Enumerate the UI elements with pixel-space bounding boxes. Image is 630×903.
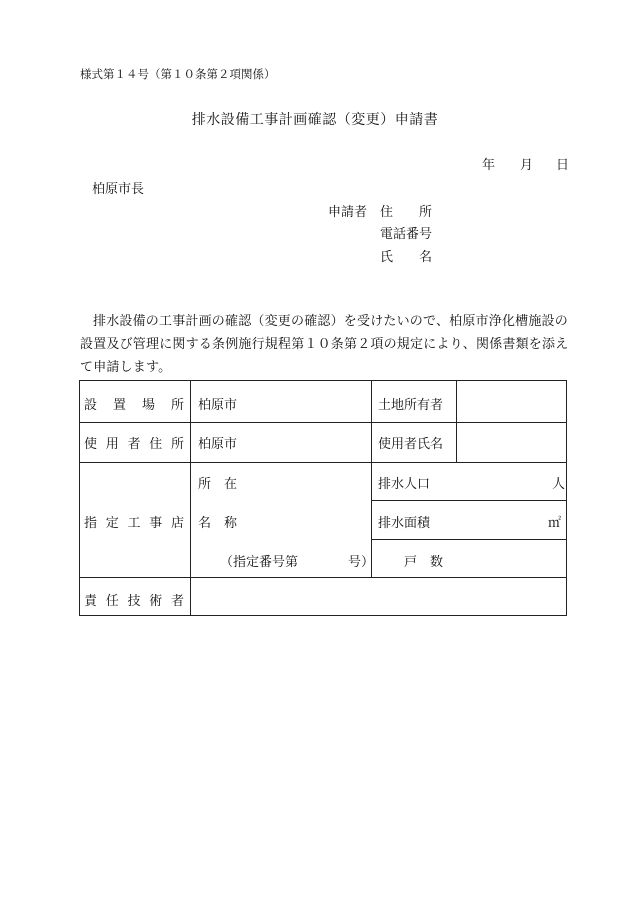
applicant-label: 申請者 — [328, 205, 368, 220]
applicant-address-label: 住 所 — [380, 205, 433, 220]
applicant-phone-label: 電話番号 — [380, 227, 433, 242]
designation-number-prefix: （指定番号第 — [220, 555, 299, 570]
applicant-name-label: 氏 名 — [380, 250, 433, 265]
land-owner-label: 土地所有者 — [378, 398, 444, 413]
table-row-divider — [371, 500, 567, 501]
table-row-divider — [79, 422, 567, 423]
form-number: 様式第１４号（第１０条第２項関係） — [80, 67, 276, 81]
contractor-label: 指定工事店 — [84, 516, 184, 531]
table-column-divider — [371, 380, 372, 577]
date-month-label: 月 — [520, 158, 534, 173]
document-title: 排水設備工事計画確認（変更）申請書 — [191, 112, 439, 128]
contractor-name-label: 名 称 — [198, 516, 238, 531]
table-column-divider — [456, 380, 457, 462]
date-year-label: 年 — [482, 158, 496, 173]
application-statement: 排水設備の工事計画の確認（変更の確認）を受けたいので、柏原市浄化槽施設の設置及び管理に関する条例施行規程第１０条第２項の規定により、関係書類を添えて申請します。 — [80, 314, 569, 375]
date-day-label: 日 — [556, 158, 570, 173]
designation-number-suffix: 号） — [348, 555, 375, 570]
drain-population-unit: 人 — [552, 477, 566, 492]
application-table — [79, 380, 567, 616]
chief-engineer-label: 責任技術者 — [84, 594, 184, 609]
user-name-label: 使用者氏名 — [378, 437, 444, 452]
table-row-divider — [79, 462, 567, 463]
install-location-value: 柏原市 — [198, 398, 238, 413]
user-address-label: 使用者住所 — [84, 437, 184, 452]
user-address-value: 柏原市 — [198, 437, 238, 452]
addressee: 柏原市長 — [92, 182, 145, 197]
install-location-label: 設置場所 — [84, 398, 184, 413]
drain-area-unit: ㎡ — [548, 516, 562, 531]
households-label: 戸 数 — [404, 555, 444, 570]
table-row-divider — [371, 539, 567, 540]
drain-area-label: 排水面積 — [378, 516, 431, 531]
contractor-location-label: 所 在 — [198, 477, 238, 492]
drain-population-label: 排水人口 — [378, 477, 431, 492]
table-column-divider — [190, 380, 191, 616]
table-row-divider — [79, 577, 567, 578]
